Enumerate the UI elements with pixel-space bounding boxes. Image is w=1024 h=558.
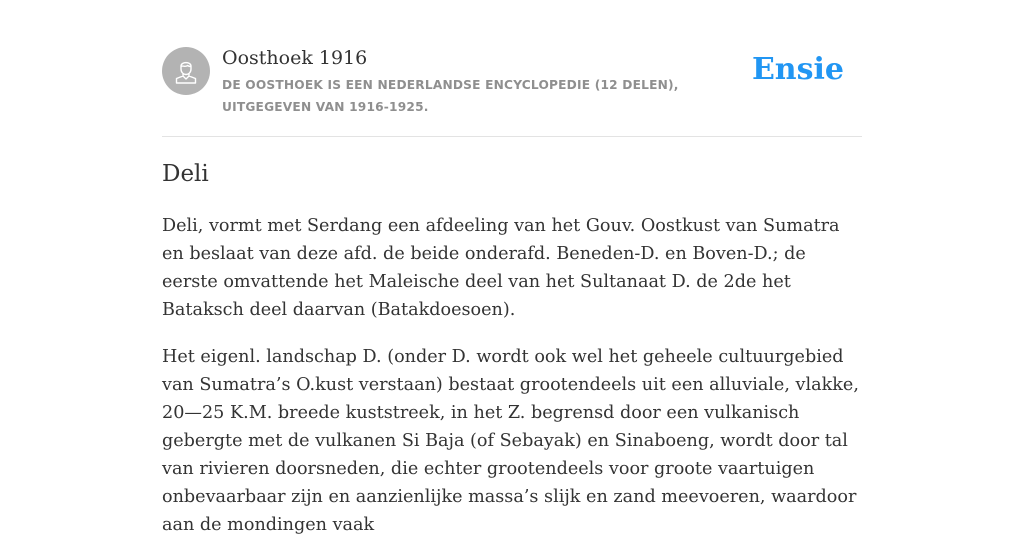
entry-body bbox=[162, 212, 866, 558]
page-title: Deli bbox=[162, 161, 209, 187]
source-header bbox=[162, 44, 862, 137]
entry-paragraph: Deli, vormt met Serdang een afdeeling van het Gouv. Oostkust van Sumatra en beslaat van deze afd. de beide onderafd. Beneden-D. en Boven-D.; de eerste omvattende het Maleische deel van het Sultanaat D. de 2de het Bataksch deel daarvan (Batakdoesoen). bbox=[162, 216, 840, 320]
source-description: DE OOSTHOEK IS EEN NEDERLANDSE ENCYCLOPEDIE (12 DELEN), UITGEGEVEN VAN 1916-1925. bbox=[222, 78, 679, 114]
ensie-logo-link[interactable]: Ensie bbox=[751, 52, 844, 87]
user-icon bbox=[172, 57, 200, 85]
avatar[interactable] bbox=[162, 47, 210, 95]
entry-paragraph: Het eigenl. landschap D. (onder D. wordt ook wel het geheele cultuurgebied van Sumatra’s O.kust verstaan) bestaat grootendeels uit een alluviale, vlakke, 20—25 K.M. breede kuststreek, in het Z. begrensd door een vulkanisch gebergte met de vulkanen Si Baja (of Sebayak) en Sinaboeng, wordt door tal van rivieren doorsneden, die echter grootendeels voor groote vaartuigen onbevaarbaar zijn en aanzienlijke massa’s slijk en zand meevoeren, waardoor aan de mondingen vaak bbox=[162, 347, 859, 535]
source-title[interactable]: Oosthoek 1916 bbox=[222, 47, 368, 69]
